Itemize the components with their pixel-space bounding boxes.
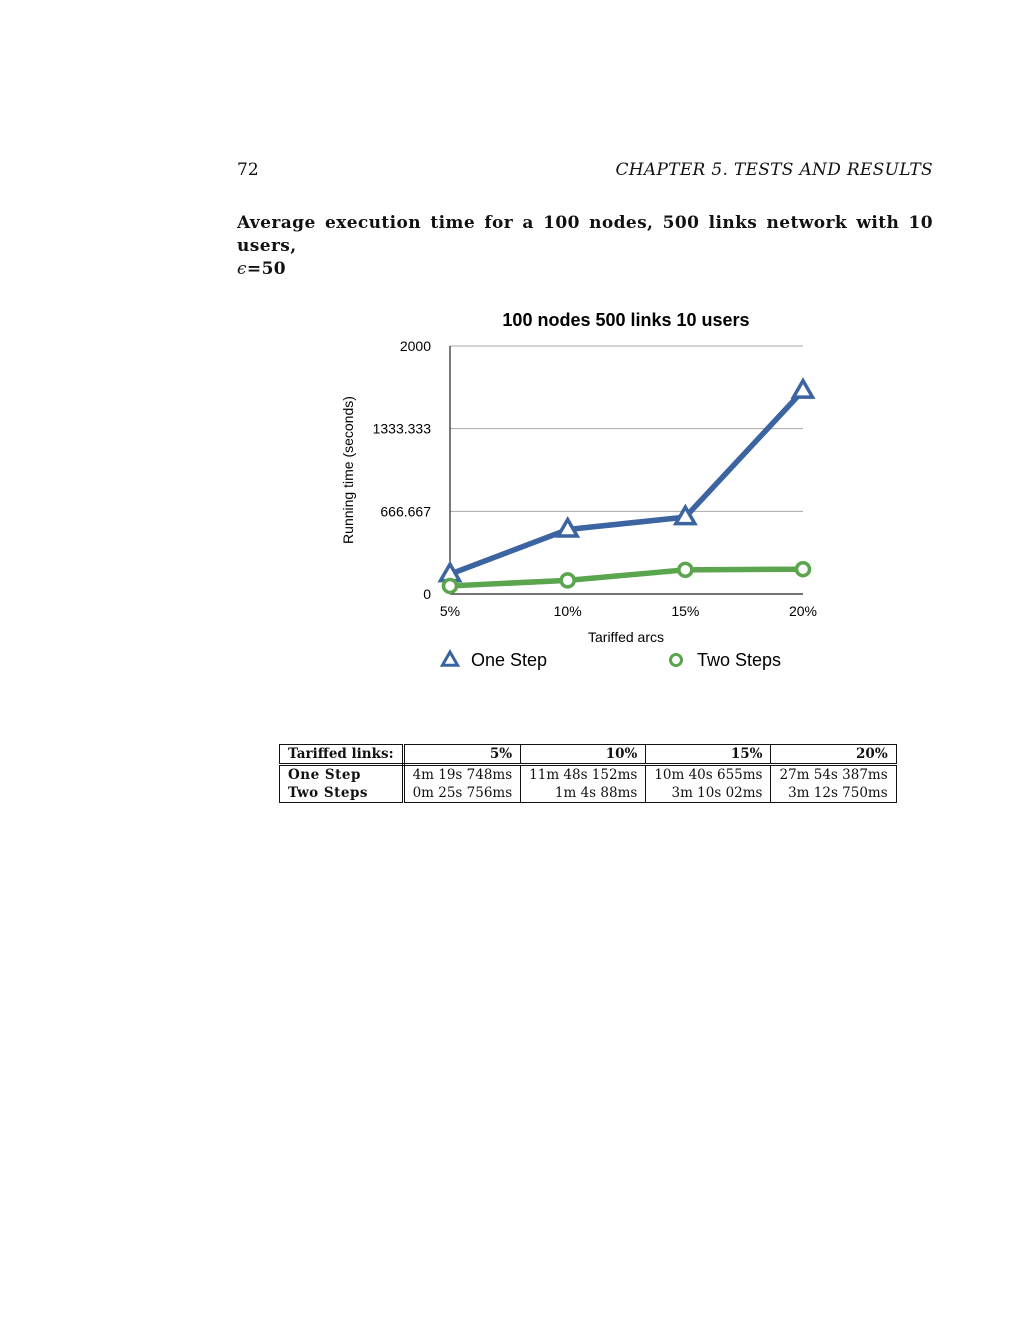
epsilon-symbol: ϵ [237,259,247,279]
legend-circle-marker [671,655,682,666]
epsilon-value: =50 [246,259,287,279]
row-label: One Step [280,765,404,785]
chapter-heading: CHAPTER 5. TESTS AND RESULTS [615,160,933,180]
data-point [558,520,577,537]
y-tick-label: 1333.333 [372,420,431,437]
series-two-steps [444,563,810,593]
caption-text: Average execution time for a 100 nodes, 500 links network with 10 users, [237,213,933,256]
y-tick-label: 2000 [399,338,431,354]
table-header-cell: 15% [646,745,771,765]
y-axis-label: Running time (seconds) [340,396,356,544]
table-cell: 27m 54s 387ms [771,765,896,785]
x-tick-label: 10% [553,603,582,619]
y-tick-label: 0 [423,586,431,602]
table-cell: 11m 48s 152ms [521,765,646,785]
table-header-row [280,745,897,765]
page-number: 72 [237,160,259,180]
y-tick-label: 666.667 [380,503,431,520]
table-row [280,784,897,803]
table-header-cell: 20% [771,745,896,765]
chart-title: 100 nodes 500 links 10 users [502,310,750,330]
x-tick-label: 5% [439,603,461,619]
legend [442,650,781,670]
y-tick-labels [373,338,432,602]
table-cell: 3m 10s 02ms [646,784,771,803]
table-header-cell: 10% [521,745,646,765]
table-cell: 0m 25s 756ms [403,784,521,803]
series-line [450,391,803,575]
row-label: Two Steps [280,784,404,803]
legend-label: Two Steps [697,650,782,670]
data-point [797,563,810,576]
table-cell: 4m 19s 748ms [403,765,521,785]
data-point [679,563,692,576]
data-point [444,579,457,592]
results-table [279,744,897,803]
series-layer [441,381,813,593]
table-row [280,765,897,785]
legend-label: One Step [471,650,548,670]
x-tick-labels [440,603,817,619]
x-axis-label: Tariffed arcs [588,629,664,645]
table-header-cell: Tariffed links: [280,745,404,765]
data-point [561,574,574,587]
table-cell: 1m 4s 88ms [521,784,646,803]
table-header-cell: 5% [403,745,521,765]
table-cell: 3m 12s 750ms [771,784,896,803]
table-cell: 10m 40s 655ms [646,765,771,785]
data-point [794,381,813,398]
series-line [450,569,803,586]
legend-triangle-marker [442,652,457,665]
x-tick-label: 15% [671,603,700,619]
series-one-step [441,381,813,581]
x-tick-label: 20% [788,603,818,619]
